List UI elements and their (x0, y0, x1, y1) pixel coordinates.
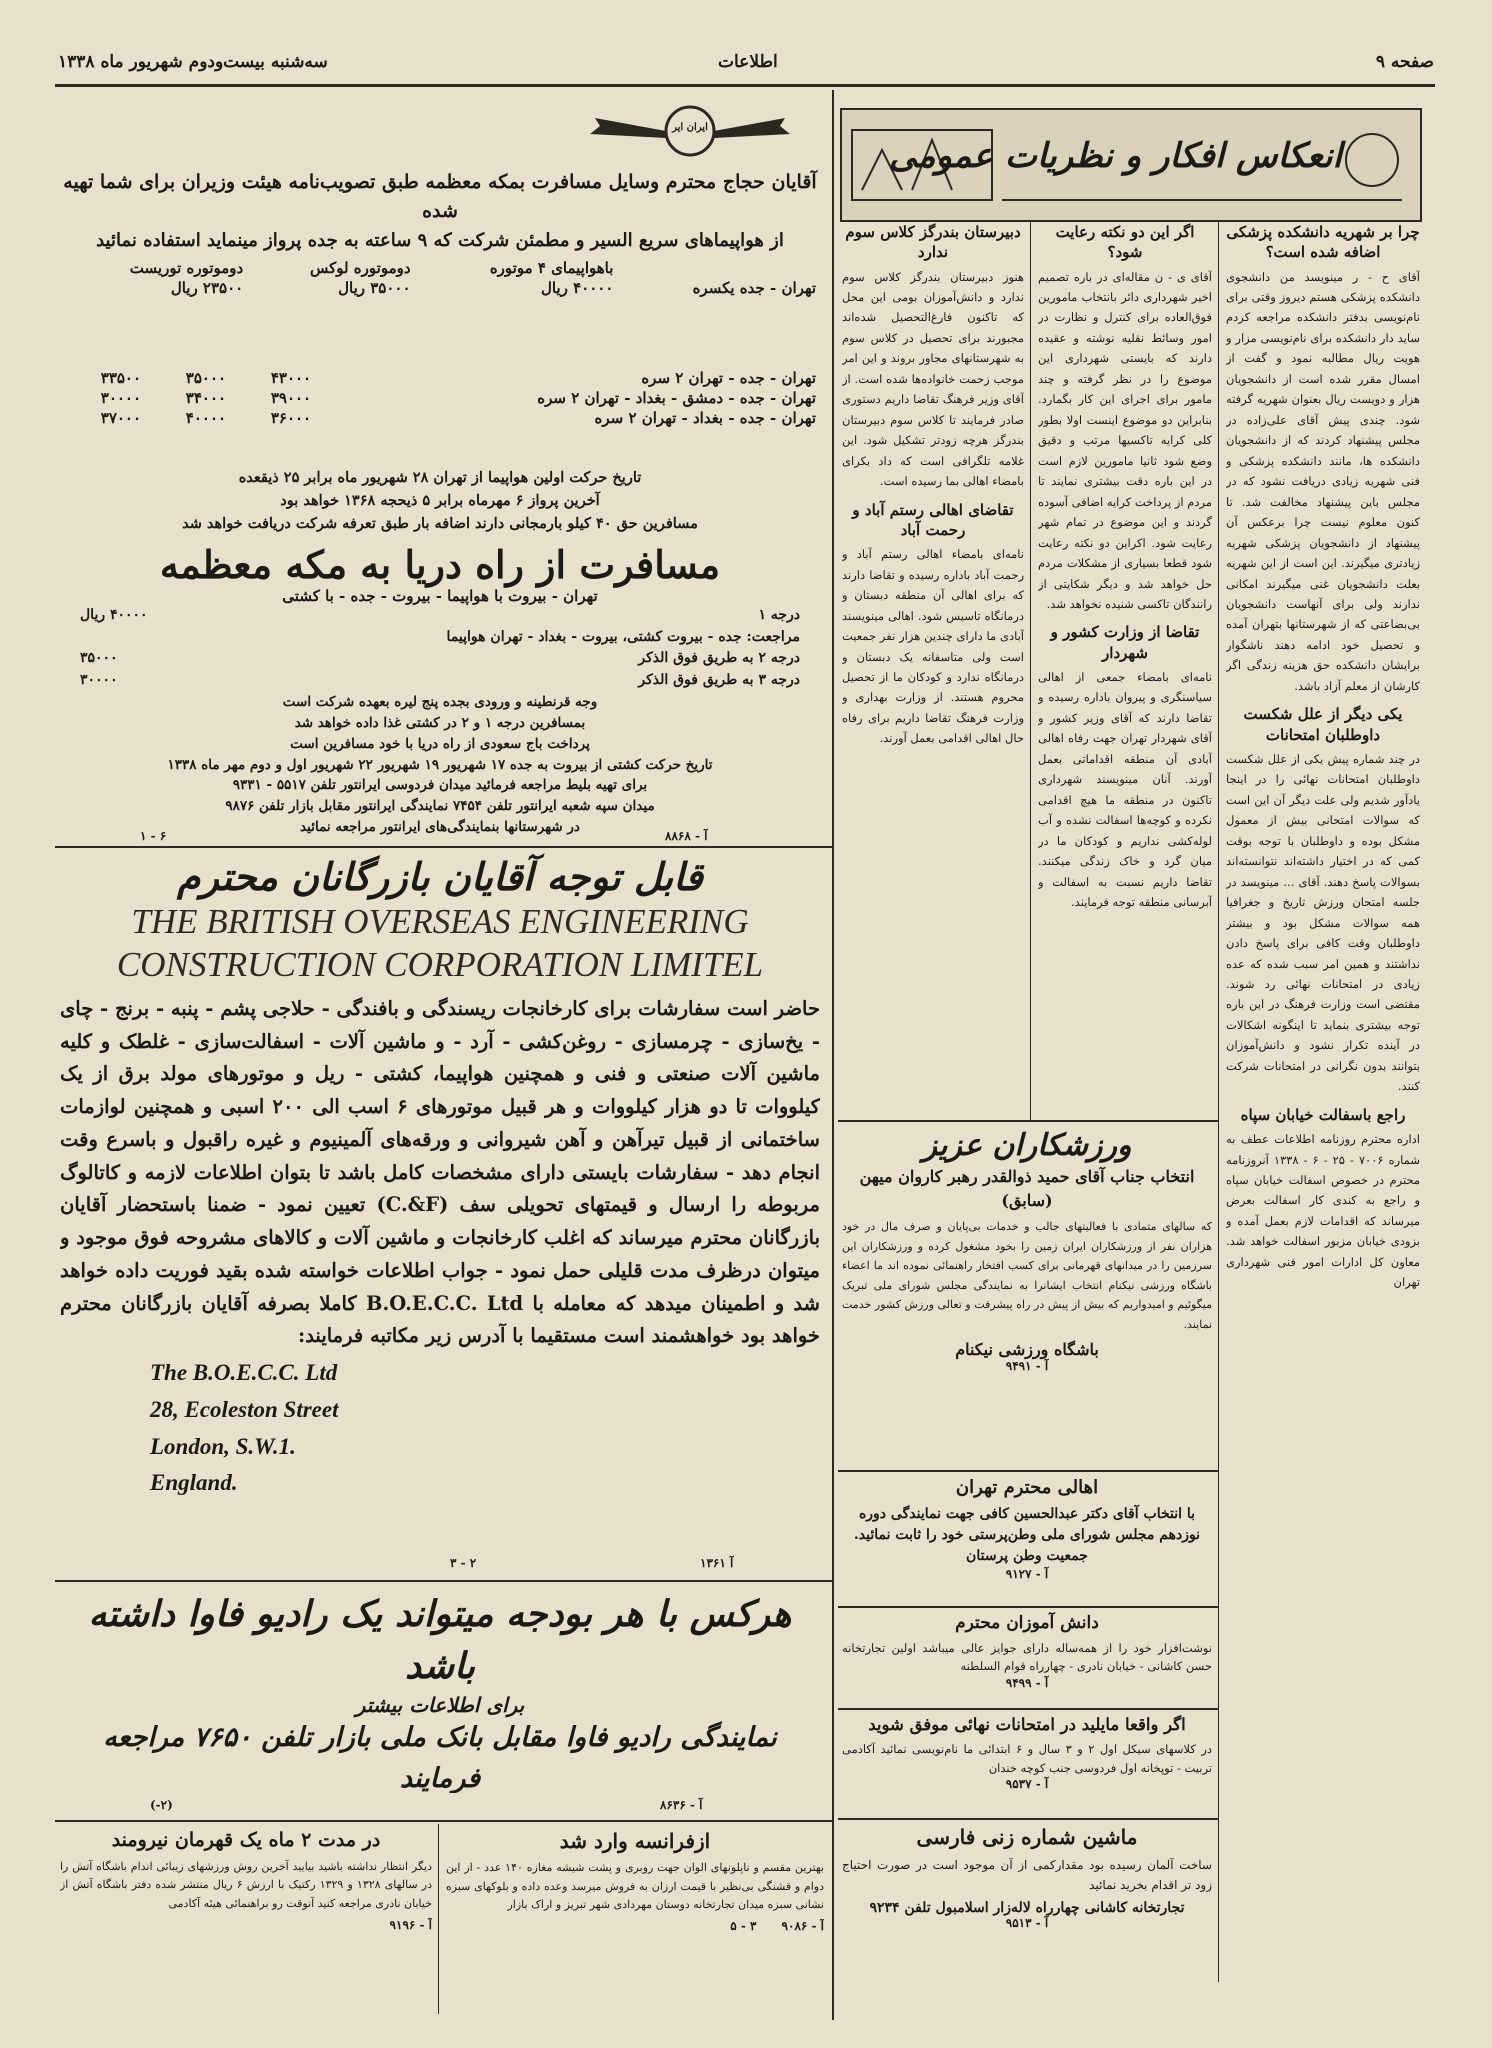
article-title: دبیرستان بندرگز کلاس سوم ندارد (845, 223, 1021, 262)
article-text: آقای ی - ن مقاله‌ای در باره تصمیم اخیر شهرداری دائر بانتخاب مامورین فوق‌العاده برای کنترل و نظارت در امور وسائط نقلیه نوشته و عقیده دارند که بایستی شهرداری این موضوع را در نظر گرفته و چند مامور برای اجرای این کار بگمارد. بنابراین دو موضوع اینست اولا بطور کلی کرایه تاکسیها مرتب و دقیق وضع شود ثانیا مامورین لازم است در این باره دقت بیشتری نمایند تا مردم از پرداخت کرایه اضافی آسوده گردند و این موضوع در تمام شهر رعایت شود. اکراین دو نکته رعایت شود قطعا بسیاری از مشکلات مردم حل خواهد شد و دیگر شکایتی از رانندگان تاکسی شنیده نخواهد شد. (1038, 269, 1212, 611)
fare-price: ۴۳۰۰۰ (270, 369, 312, 387)
champion-code: آ - ۹۱۹۶ (389, 1917, 432, 1932)
fare-price: ۳۷۰۰۰ (100, 409, 142, 427)
article-title: تقاضای اهالی رستم آباد و رحمت آباد (852, 500, 1014, 539)
notice-text: نوشت‌افزار خود را از همه‌ساله دارای جوایز عالی میباشد اولین تجارتخانه حسن کاشانی - خیابان نادری - چهارراه قوام السلطنه (842, 1640, 1212, 1674)
airline-note: آخرین پرواز ۶ مهرماه برابر ۵ ذیحجه ۱۳۶۸ خواهد بود (280, 492, 600, 510)
notice-code: آ - ۹۵۳۷ (1005, 1777, 1049, 1792)
section-rule (838, 1818, 1218, 1820)
radio-ad (60, 1588, 820, 1793)
fare-route: تهران - جده - بغداد - تهران ۲ سره (594, 409, 816, 427)
fare-table (60, 258, 820, 298)
sea-fare-row: درجه ۳ به طریق فوق الذکر ۳۰۰۰۰ (80, 672, 800, 689)
masthead-banner (840, 108, 1422, 222)
paper-name: اطلاعات (718, 52, 778, 72)
column-rule-2 (1030, 222, 1031, 1122)
notice-code: آ - ۹۴۹۱ (1005, 1359, 1049, 1374)
airline-logo (590, 100, 790, 162)
page-number: صفحه ۹ (1375, 52, 1434, 72)
article-title: راجع باسفالت خیابان سپاه (1240, 1105, 1406, 1124)
letters-column-2 (1038, 222, 1212, 1117)
fare-price: ۳۵۰۰۰ ریال (338, 279, 411, 297)
fare-col-header: باهواپیمای ۴ موتوره (489, 259, 614, 277)
notice-signature: باشگاه ورزشی نیکنام (955, 1340, 1099, 1360)
radio-code: آ - ۸۶۳۶ (660, 1798, 703, 1812)
radio-headline: هرکس با هر بودجه میتواند یک رادیو فاوا داشته باشد (88, 1593, 792, 1688)
page-header (58, 44, 1434, 84)
notice-text: با انتخاب آقای دکتر عبدالحسین کافی جهت نمایندگی دوره نوزدهم مجلس شورای ملی وطن‌پرستی خود را ثابت نمائید. جمعیت وطن پرستان (853, 1506, 1201, 1565)
fare-price: ۳۰۰۰۰ (100, 389, 142, 407)
notice-text: ساخت آلمان رسیده بود مقدارکمی از آن موجود است در صورت احتیاج زود تر اقدام بخرید نمائید (842, 1858, 1212, 1893)
sea-fare-row: مراجعت: جده - بیروت کشتی، بیروت - بغداد - تهران هواپیما (446, 628, 800, 645)
sea-route: تهران - بیروت با هواپیما - بیروت - جده - با کشتی (282, 587, 598, 605)
fare-route: تهران - جده - دمشق - بغداد - تهران ۲ سره (537, 389, 816, 407)
fare-price: ۴۰۰۰۰ ریال (541, 279, 614, 297)
airline-notes (60, 466, 820, 540)
article-title: اگر این دو نکته رعایت شود؟ (1055, 223, 1195, 262)
airline-subtitle: از هواپیماهای سریع السیر و مطمئن شرکت که ۹ ساعته به جده پرواز مینماید استفاده نمائید (96, 230, 784, 251)
notice-subtitle: انتخاب جناب آقای حمید ذوالقدر رهبر کاروان میهن (سابق) (859, 1167, 1195, 1210)
fare-price: ۳۹۰۰۰ (270, 389, 312, 407)
article-text: نامه‌ای بامضاء جمعی از اهالی سیاسنگری و پیروان باداره رسیده و تقاضا دارند که آقای وزیر کشور و آقای شهردار تهران جهت رفاه اهالی آبادی آن منطقه اقداماتی بعمل آورند. آنان مینویسند شهرداری تاکنون در منطقه ما هیچ اقدامی نکرده و کوچه‌ها اسفالت نشده و آب لوله‌کشی نداریم و کودکان ما در میان گرد و خاک زندگی میکنند. تقاضا داریم نسبت به اسفالت و آبرسانی منطقه توجه فرمایند. (1038, 669, 1212, 910)
sea-fares (60, 605, 820, 692)
column-rule-1 (1218, 222, 1219, 1982)
champion-text: دیگر انتظار نداشته باشید بیایید آخرین روش ورزشهای زیبائی اندام باشگاه آتش را در سالهای ۱۳۲۸ و ۱۳۲۹ رکتیک با ارزش ۶ ریال منتشر شده دفتر باشگاه آتش از خیابان نادری مراجعه کنید آنوقت رو براهنمائی هیئه آکادمی (60, 1859, 432, 1911)
notice-code: آ - ۹۵۱۳ (1005, 1915, 1049, 1930)
radio-code-2: (۲-) (150, 1798, 173, 1812)
airline-logo-text: ایران ایر (672, 122, 708, 133)
fare-col-header: دوموتوره لوکس (310, 259, 411, 277)
fare-price: ۳۳۵۰۰ (100, 369, 142, 387)
article-text: در چند شماره پیش یکی از علل شکست داوطلبان امتحانات نهائی را در اینجا یادآور شدیم ولی علت دیگر آن این است که سوالات امتحانی بیش از معمول مشکل بوده و داوطلبان با توجه بوقت کمی که در اختیار داشته‌اند نتوانسته‌اند بسوالات پاسخ دهند. آقای ... مینویسد در جلسه امتحان ورزش تاریخ و جغرافیا همه سوالات مشکل بود و بیشتر داوطلبان وقت کافی برای پاسخ دادن نداشتند و همین امر سبب شده که عده زیادی در امتحانات نهائی رد شوند. مقتضی است وزارت فرهنگ در این باره توجه بیشتری بنماید تا اینگونه اشکالات در آینده تکرار نشود و دانش‌آموزان بتوانند بدون نگرانی در امتحانات شرکت کنند. (1226, 751, 1420, 1094)
fare-col-header: دوموتوره توریست (129, 259, 244, 277)
header-rule (55, 84, 1435, 87)
fare-table-header (60, 258, 820, 278)
boecc-code-2: ۲ - ۳ (450, 1556, 477, 1570)
radio-subline: برای اطلاعات بیشتر (355, 1693, 525, 1718)
fare-table-cont (60, 368, 820, 428)
students-notice (842, 1612, 1212, 1704)
airline-note: مسافرین حق ۴۰ کیلو بارمجانی دارند اضافه بار طبق تعرفه شرکت دریافت خواهد شد (182, 515, 698, 533)
notice-title: ماشین شماره زنی فارسی (916, 1825, 1138, 1849)
fare-price: ۳۵۰۰۰ (185, 369, 227, 387)
notice-title: دانش آموزان محترم (955, 1613, 1099, 1633)
fare-price: ۳۶۰۰۰ (270, 409, 312, 427)
letters-column-1 (1226, 222, 1420, 2012)
boecc-code: آ ۱۳۶۱ (700, 1556, 734, 1570)
sea-title: مسافرت از راه دریا به مکه معظمه (159, 542, 721, 587)
france-text: بهترین مقسم و ناپلونهای الوان جهت روبری و پشت شیشه مغازه ۱۴۰ عدد - از این دوام و قشنگی بی‌نظیر با قیمت ارزان به فروش میرسد وعده داده و بلوکهای سبزه نشانی سبزه میدان تجارتخانه دوستان مهردادی شهر تبریز و اراک بازار (446, 1861, 824, 1912)
sea-travel-ad (60, 542, 820, 842)
champion-title: در مدت ۲ ماه یک قهرمان نیرومند (111, 1829, 381, 1851)
fare-row (60, 278, 820, 298)
section-rule (838, 1120, 1218, 1122)
section-rule (55, 1820, 832, 1822)
tehran-notice (842, 1476, 1212, 1604)
section-rule (55, 1580, 832, 1582)
sea-fare-row: درجه ۱ ۴۰۰۰۰ ریال (80, 607, 800, 623)
exam-notice (842, 1714, 1212, 1814)
masthead-title: انعکاس افکار و نظریات عمومی (889, 136, 1342, 176)
column-rule-bottom (438, 1824, 439, 2014)
boecc-ad (60, 852, 820, 1572)
fare-price: ۳۴۰۰۰ (185, 389, 227, 407)
sea-notes: وجه قرنطینه و ورودی بجده پنج لیره بعهده شرکت است بمسافرین درجه ۱ و ۲ در کشتی غذا داده خواهد شد پرداخت باج سعودی از راه دریا با خود مسافرین است تاریخ حرکت کشتی از بیروت به جده ۱۷ شهریور ۱۹ شهریور ۲۲ شهریور اول و دوم مهر ماه ۱۳۳۸ برای تهیه بلیط مراجعه فرمائید میدان فردوسی ایرانتور تلفن ۵۵۱۷ - ۹۳۳۱ میدان سپه شعبه ایرانتور تلفن ۷۴۵۴ نمایندگی ایرانتور مقابل بازار تلفن ۹۸۷۶ در شهرستانها بنمایندگی‌های ایرانتور مراجعه نمائید (167, 693, 713, 836)
notice-text: در کلاسهای سیکل اول ۲ و ۳ سال و ۶ ابتدائی ما نام‌نویسی نمائید آکادمی تربیت - توپخانه اول فردوسی جنب کوچه خندان (842, 1742, 1212, 1775)
column-rule-main (832, 90, 834, 2020)
radio-contact: نمایندگی رادیو فاوا مقابل بانک ملی بازار تلفن ۷۶۵۰ مراجعه فرمایند (103, 1722, 777, 1793)
article-text: اداره محترم روزنامه اطلاعات عطف به شماره ۷۰۰۶ - ۲۵ - ۶ - ۱۳۳۸ آنروزنامه محترم در خصوص اسفالت خیابان سپاه و راجع به کندی کار اسفالت بعرض میرساند که اقدامات لازم بعمل آمده و بزودی خیابان مزبور اسفالت خواهد شد. معاون کل ادارات امور فنی شهرداری تهران (1226, 1132, 1420, 1290)
notice-code: آ - ۹۴۹۹ (1005, 1675, 1049, 1690)
article-title: یکی دیگر از علل شکست داوطلبان امتحانات (1243, 705, 1403, 744)
france-codes: آ - ۹۰۸۶ ۳ - ۵ (730, 1919, 824, 1934)
fare-rows-cont (60, 368, 820, 468)
issue-date: سه‌شنبه بیست‌ودوم شهریور ماه ۱۳۳۸ (58, 52, 328, 72)
notice-title: ورزشکاران عزیز (922, 1128, 1132, 1163)
article-text: نامه‌ای بامضاء اهالی رستم آباد و رحمت آباد باداره رسیده و تقاضا دارند که برای اهالی آن منطقه دبستان و درمانگاه تاسیس شود. اهالی مینویسند آبادی ما دارای چندین هزار نفر جمعیت است ولی متاسفانه یک دبستان و درمانگاه ندارد و کودکان ما از تحصیل محروم هستند. از وزارت بهداری و وزارت فرهنگ تقاضا داریم برای رفاه حال اهالی اقدامی بعمل آورند. (842, 547, 1024, 746)
article-text: آقای ح - ر مینویسد من دانشجوی دانشکده پزشکی هستم دیروز وقتی برای نام‌نویسی بدفتر دانشکده مراجعه کردم ساید دار دانشکده برای نام‌نویسی مزار و هویت ریال مطالبه نمود و گفت از امسال مقرر شده است از دانشجویان هزار و دویست ریال بعنوان شهریه گرفته شود. چندی پیش آقای علی‌زاده در مجلس پیشنهاد کردند که از دانشجویان دانشکده ها، مانند دانشکده پزشکی و فنی شهریه زیادی دریافت نشود که در مجلس باین پیشنهاد مخالفت شد. تا کنون معلوم نیست چرا برعکس آن پیشنهاد از دانشجویان پزشکی شهریه زیادتری میگیرند. این است از این شهریه بعلت دانشجویان غنی میگیرند امکانی ندارند ولی برای آنهاست دانشجویان بی‌بضاعتی که از شهرستانها بتهران آمده و تحصیل خود ادامه دهند ناشگوار برایشان دانشکده حق هزینه زندگی اگر کارشان از معلم آزاد باشد. (1226, 269, 1420, 693)
boecc-company-name: THE BRITISH OVERSEAS ENGINEERING CONSTRUCTION CORPORATION LIMITEL (116, 902, 764, 985)
article-title: تقاضا از وزارت کشور و شهردار (1050, 623, 1200, 662)
athletes-notice (842, 1126, 1212, 1466)
fare-price: ۲۳۵۰۰ ریال (170, 279, 244, 297)
france-title: ازفرانسه وارد شد (559, 1829, 711, 1853)
fare-route: تهران - جده - تهران ۲ سره (641, 369, 816, 387)
fare-row (60, 408, 820, 428)
notice-text: که سالهای متمادی با فعالیتهای جالب و خدمات بی‌پایان و صرف مال در خود هزاران نفر از ورزشکاران ایران زمین را بخود مشغول کرده و ورزشکاران این سرزمین را در میدانهای قهرمانی برای کسب افتخار راهنمائی نموده اند ما اعضاء باشگاه ورزشی نیکنام انتخاب ایشانرا به نمایندگی مجلس شورای ملی تبریک میگوئیم و امیدواریم که بیش از پیش در راه پیشرفت و تعالی ورزش کشور خدمت نمایند. (842, 1220, 1212, 1331)
letters-column-3 (842, 222, 1024, 1117)
fare-price: ۴۰۰۰۰ (185, 409, 227, 427)
fare-route: تهران - جده یکسره (692, 279, 816, 297)
article-text: هنوز دبیرستان بندرگز کلاس سوم ندارد و دانش‌آموزان بومی این محل که تاکنون فارغ‌التحصیل شده‌اند مجبورند برای تحصیل در کلاس سوم به شهرستانهای مجاور بروند و این امر موجب زحمت خانواده‌ها شده است. از آقای وزیر فرهنگ تقاضا داریم دستوری صادر فرمایند تا کلاس سوم دبیرستان بندرگز هرچه زودتر تشکیل شود. این غلامه تلگرافی است که داد بکرای بامضاء اهالی بما رسیده است. (842, 269, 1024, 489)
airline-intro: آقایان حجاج محترم وسایل مسافرت بمکه معظمه طبق تصویب‌نامه هیئت وزیران برای شما تهیه شده (63, 171, 817, 222)
fare-row (60, 368, 820, 388)
france-ad (446, 1828, 824, 2006)
section-rule (55, 846, 832, 848)
airline-note: تاریخ حرکت اولین هواپیما از تهران ۲۸ شهریور ماه برابر ۲۵ ذیقعده (238, 469, 642, 486)
section-rule (838, 1708, 1218, 1710)
notice-title: اگر واقعا مایلید در امتحانات نهائی موفق شوید (868, 1715, 1186, 1734)
boecc-heading: قابل توجه آقایان بازرگانان محترم (177, 854, 703, 899)
champion-ad (60, 1828, 432, 2006)
fare-row (60, 388, 820, 408)
sea-code: آ - ۸۸۶۸ (665, 829, 708, 843)
notice-address: تجارتخانه کاشانی چهارراه لاله‌زار اسلامبول تلفن ۹۲۳۴ (869, 1899, 1185, 1916)
notice-code: آ - ۹۱۲۷ (1005, 1567, 1049, 1582)
section-rule (838, 1470, 1218, 1472)
airline-ad (60, 168, 820, 368)
boecc-body: حاضر است سفارشات برای کارخانجات ریسندگی و بافندگی - حلاجی پشم - پنبه - برنج - چای - یخ‌سازی - چرمسازی - روغن‌کشی - آرد - و ماشین آلات - اسفالت‌سازی - غلطک و کلیه ماشین آلات صنعتی و فنی و همچنین هواپیما، کشتی - ریل و موتورهای مولد برق از یک کیلووات تا دو هزار کیلووات و هر قبیل موتورهای ۶ اسب الی ۲۰۰ اسبی و همچنین لوازمات ساختمانی از قبیل تیرآهن و آهن شیروانی و ورقه‌های آلمینیوم و غیره راقبول و باسرع وقت انجام دهد - سفارشات بایستی دارای مشخصات کامل باشد تا بتوان اطلاعات لازمه و کاتالوگ مربوطه را ارسال و قیمتهای تحویلی سف (C.&F) تعیین نمود - ضمنا باستحضار آقایان بازرگانان محترم میرساند که اغلب کارخانجات و ماشین آلات و کالاهای مشروحه فوق موجود و میتوان درظرف مدت قلیلی حمل نمود - جواب اطلاعات خواسته شده بقید فوریت داده خواهد شد و اطمینان میدهد که معامله با B.O.E.C.C. Ltd کاملا بصرفه آقایان بازرگانان محترم خواهد بود خواهشمند است مستقیما با آدرس زیر مکاتبه فرمایند: (60, 996, 820, 1348)
notice-title: اهالی محترم تهران (955, 1477, 1099, 1498)
typewriter-notice (842, 1824, 1212, 2014)
sea-code-2: ۶ - ۱ (140, 829, 167, 843)
article-title: چرا بر شهریه دانشکده پزشکی اضافه شده است؟ (1226, 223, 1420, 262)
section-rule (838, 1606, 1218, 1608)
boecc-address: The B.O.E.C.C. Ltd 28, Ecoleston Street London, S.W.1. England. (150, 1360, 339, 1496)
sea-fare-row: درجه ۲ به طریق فوق الذکر ۳۵۰۰۰ (80, 650, 800, 667)
